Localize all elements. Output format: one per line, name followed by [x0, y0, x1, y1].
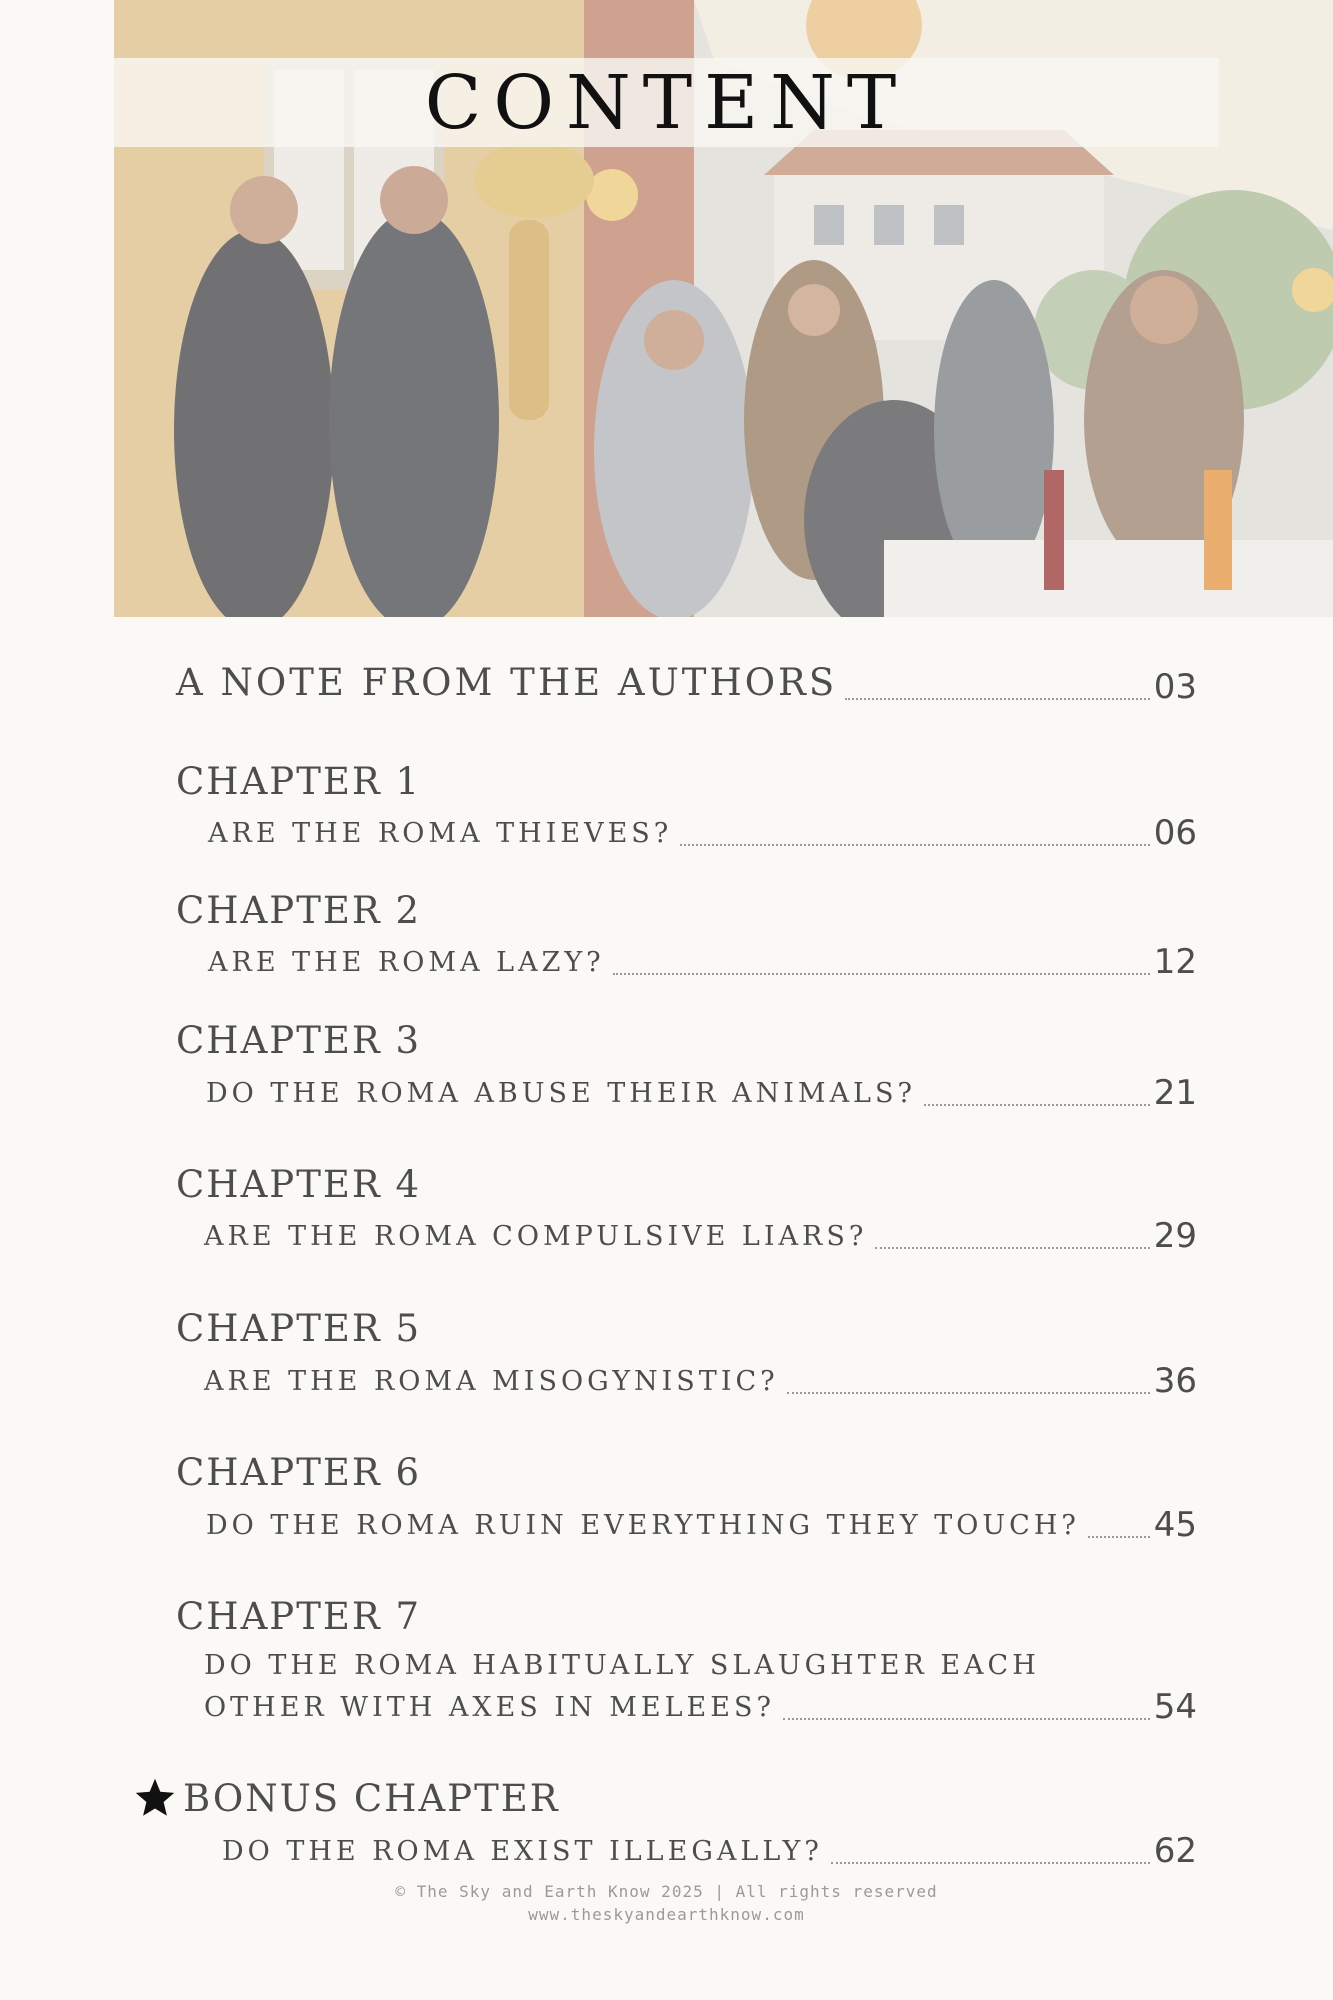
bonus-chapter-heading: BONUS CHAPTER: [183, 1777, 560, 1820]
dot-leader: [831, 1862, 1150, 1864]
footer-copyright: © The Sky and Earth Know 2025 | All rights reserved: [395, 1882, 938, 1901]
toc-entry-bonus[interactable]: [222, 1824, 1197, 1871]
chapter-heading: CHAPTER 2: [176, 889, 422, 932]
footer-url[interactable]: www.theskyandearthknow.com: [528, 1905, 805, 1924]
toc-entry-chapter-1[interactable]: [208, 806, 1197, 853]
dot-leader: [924, 1104, 1150, 1106]
toc-page-number: 54: [1153, 1687, 1197, 1727]
toc-entry-title: ARE THE ROMA THIEVES?: [208, 817, 673, 849]
toc-entry-chapter-6[interactable]: [206, 1498, 1197, 1545]
toc-page-number: 45: [1153, 1505, 1197, 1545]
toc-entry-title-line-2: OTHER WITH AXES IN MELEES?: [204, 1691, 775, 1723]
chapter-heading: CHAPTER 7: [176, 1595, 422, 1638]
toc-entry-chapter-2[interactable]: [208, 935, 1197, 982]
toc-entry-chapter-4[interactable]: [204, 1209, 1197, 1256]
toc-entry-title: DO THE ROMA EXIST ILLEGALLY?: [222, 1835, 823, 1867]
toc-entry-title-line-1: DO THE ROMA HABITUALLY SLAUGHTER EACH: [204, 1650, 1040, 1681]
toc-page-number: 03: [1153, 667, 1197, 707]
toc-entry-chapter-7[interactable]: [204, 1680, 1197, 1727]
dot-leader: [783, 1718, 1150, 1720]
toc-entry-title: DO THE ROMA ABUSE THEIR ANIMALS?: [206, 1077, 916, 1109]
toc-entry-title: ARE THE ROMA LAZY?: [208, 946, 605, 978]
dot-leader: [845, 698, 1149, 700]
toc-entry-chapter-5[interactable]: [204, 1354, 1197, 1401]
dot-leader: [787, 1392, 1150, 1394]
chapter-heading: CHAPTER 1: [176, 760, 422, 803]
toc-page-number: 06: [1153, 813, 1197, 853]
toc-entry-title: A NOTE FROM THE AUTHORS: [176, 661, 838, 705]
star-icon: [133, 1776, 177, 1820]
chapter-heading: CHAPTER 4: [176, 1163, 422, 1206]
toc-page-number: 62: [1153, 1831, 1197, 1871]
toc-page-number: 29: [1153, 1216, 1197, 1256]
toc-entry-intro[interactable]: [176, 660, 1197, 707]
dot-leader: [875, 1247, 1149, 1249]
toc-entry-title: DO THE ROMA RUIN EVERYTHING THEY TOUCH?: [206, 1509, 1080, 1541]
toc-page-number: 36: [1153, 1361, 1197, 1401]
chapter-heading: CHAPTER 6: [176, 1451, 422, 1494]
dot-leader: [680, 844, 1149, 846]
toc-entry-title: ARE THE ROMA COMPULSIVE LIARS?: [204, 1220, 868, 1252]
chapter-heading: CHAPTER 3: [176, 1019, 422, 1062]
dot-leader: [1088, 1536, 1150, 1538]
toc-entry-chapter-3[interactable]: [206, 1066, 1197, 1113]
page-title: CONTENT: [424, 59, 909, 146]
toc-entry-title: ARE THE ROMA MISOGYNISTIC?: [204, 1365, 779, 1397]
toc-page-number: 12: [1153, 942, 1197, 982]
chapter-heading: CHAPTER 5: [176, 1307, 422, 1350]
dot-leader: [613, 973, 1150, 975]
toc-page-number: 21: [1153, 1073, 1197, 1113]
